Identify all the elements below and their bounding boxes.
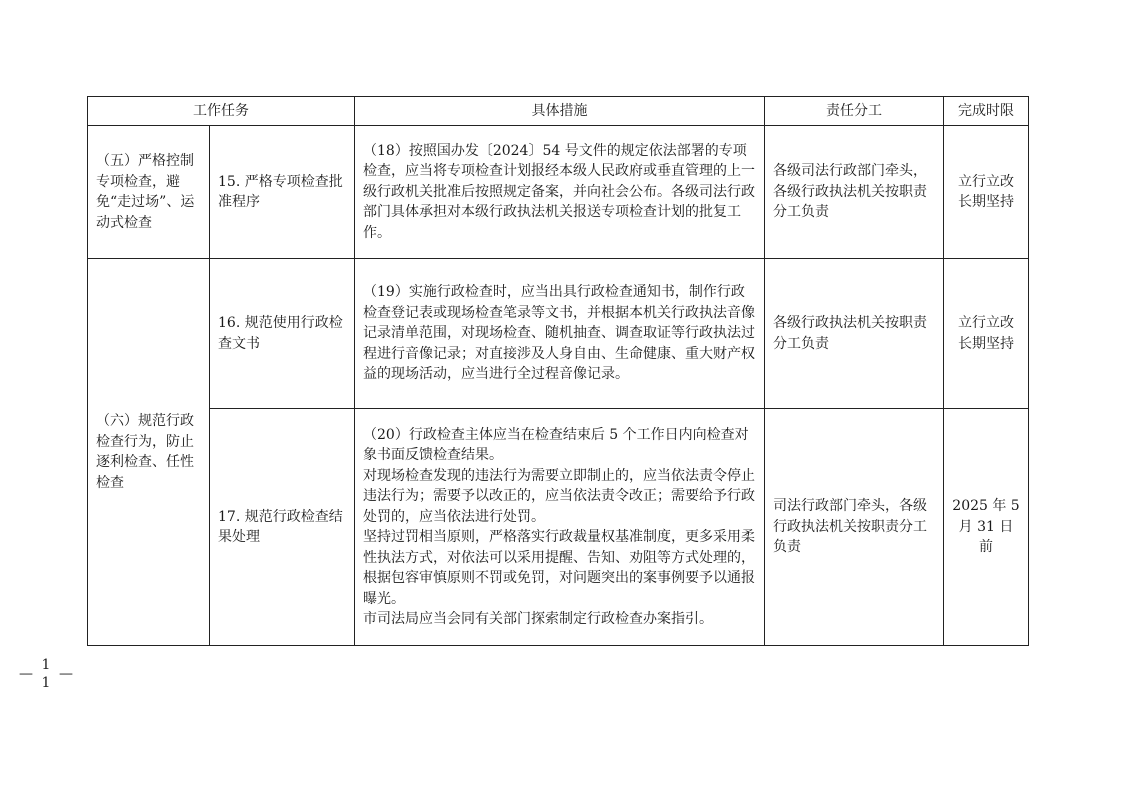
measure-paragraph: 对现场检查发现的违法行为需要立即制止的，应当依法责令停止违法行为；需要予以改正的，应当依法责令改正；需要给予行政处罚的，应当依法进行处罚。 bbox=[363, 467, 755, 525]
measure-paragraph: （18）按照国办发〔2024〕54 号文件的规定依法部署的专项检查，应当将专项检查计划报经本级人民政府或垂直管理的上一级行政机关批准后按照规定备案，并向社会公布。各级司法行政部门具体承担对本级行政执法机关报送专项检查计划的批复工作。 bbox=[363, 142, 755, 241]
deadline-cell: 2025 年 5 月 31 日前 bbox=[944, 409, 1029, 646]
page-number: — 11 — bbox=[18, 657, 74, 693]
measure-paragraph: 市司法局应当会同有关部门探索制定行政检查办案指引。 bbox=[363, 611, 713, 627]
measures-cell bbox=[355, 409, 765, 646]
item-cell: 15. 严格专项检查批准程序 bbox=[210, 126, 355, 259]
category-cell: （六）规范行政检查行为，防止逐利检查、任性检查 bbox=[88, 259, 210, 646]
deadline-cell: 立行立改长期坚持 bbox=[944, 259, 1029, 409]
measure-paragraph: （19）实施行政检查时，应当出具行政检查通知书，制作行政检查登记表或现场检查笔录等文书，并根据本机关行政执法音像记录清单范围，对现场检查、随机抽查、调查取证等行政执法过程进行音像记录；对直接涉及人身自由、生命健康、重大财产权益的现场活动，应当进行全过程音像记录。 bbox=[363, 284, 755, 383]
item-cell: 16. 规范使用行政检查文书 bbox=[210, 259, 355, 409]
table-row bbox=[88, 259, 1029, 409]
deadline-cell: 立行立改长期坚持 bbox=[944, 126, 1029, 259]
table-row bbox=[88, 409, 1029, 646]
header-responsibility: 责任分工 bbox=[765, 97, 944, 126]
item-cell: 17. 规范行政检查结果处理 bbox=[210, 409, 355, 646]
table-header-row bbox=[88, 97, 1029, 126]
category-cell: （五）严格控制专项检查，避免“走过场”、运动式检查 bbox=[88, 126, 210, 259]
task-table bbox=[87, 96, 1029, 646]
table-row bbox=[88, 126, 1029, 259]
header-measures: 具体措施 bbox=[355, 97, 765, 126]
measure-paragraph: 坚持过罚相当原则，严格落实行政裁量权基准制度，更多采用柔性执法方式，对依法可以采用提醒、告知、劝阻等方式处理的，根据包容审慎原则不罚或免罚，对问题突出的案事例要予以通报曝光。 bbox=[363, 529, 755, 607]
responsibility-cell: 各级行政执法机关按职责分工负责 bbox=[765, 259, 944, 409]
measure-paragraph: （20）行政检查主体应当在检查结束后 5 个工作日内向检查对象书面反馈检查结果。 bbox=[363, 426, 749, 463]
header-task: 工作任务 bbox=[88, 97, 355, 126]
measures-cell bbox=[355, 259, 765, 409]
measures-cell bbox=[355, 126, 765, 259]
responsibility-cell: 各级司法行政部门牵头，各级行政执法机关按职责分工负责 bbox=[765, 126, 944, 259]
header-deadline: 完成时限 bbox=[944, 97, 1029, 126]
responsibility-cell: 司法行政部门牵头，各级行政执法机关按职责分工负责 bbox=[765, 409, 944, 646]
